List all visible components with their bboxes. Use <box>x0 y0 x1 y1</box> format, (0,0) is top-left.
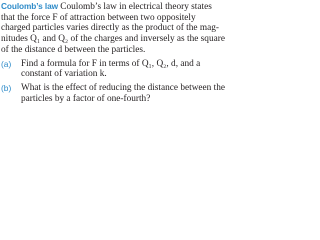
part-b <box>1 82 226 104</box>
problem-page <box>1 1 226 104</box>
problem-heading: Coulomb’s law <box>1 1 58 11</box>
part-b-text <box>21 82 226 104</box>
problem-line-5: of the distance d between the particles. <box>1 44 146 55</box>
part-a-line-2: constant of variation k. <box>21 69 107 80</box>
problem-line-3: charged particles varies directly as the product of the mag- <box>1 23 219 34</box>
part-b-line-2: particles by a factor of one-fourth? <box>21 93 151 104</box>
problem-statement <box>1 1 225 56</box>
part-a-line-1: Find a formula for F in terms of Q₁, Q₂, d, and a <box>21 58 201 69</box>
part-a <box>1 58 201 80</box>
problem-line-2: that the force F of attraction between two oppositely <box>1 12 196 23</box>
problem-text: Coulomb’s law in electrical theory states <box>60 2 212 12</box>
part-b-label: (b) <box>1 82 12 93</box>
problem-line-4: nitudes Q₁ and Q₂ of the charges and inversely as the square <box>1 34 225 45</box>
part-a-label: (a) <box>1 58 12 69</box>
part-a-text <box>21 58 201 80</box>
problem-line-1 <box>1 1 212 13</box>
part-b-line-1: What is the effect of reducing the distance between the <box>21 82 226 93</box>
